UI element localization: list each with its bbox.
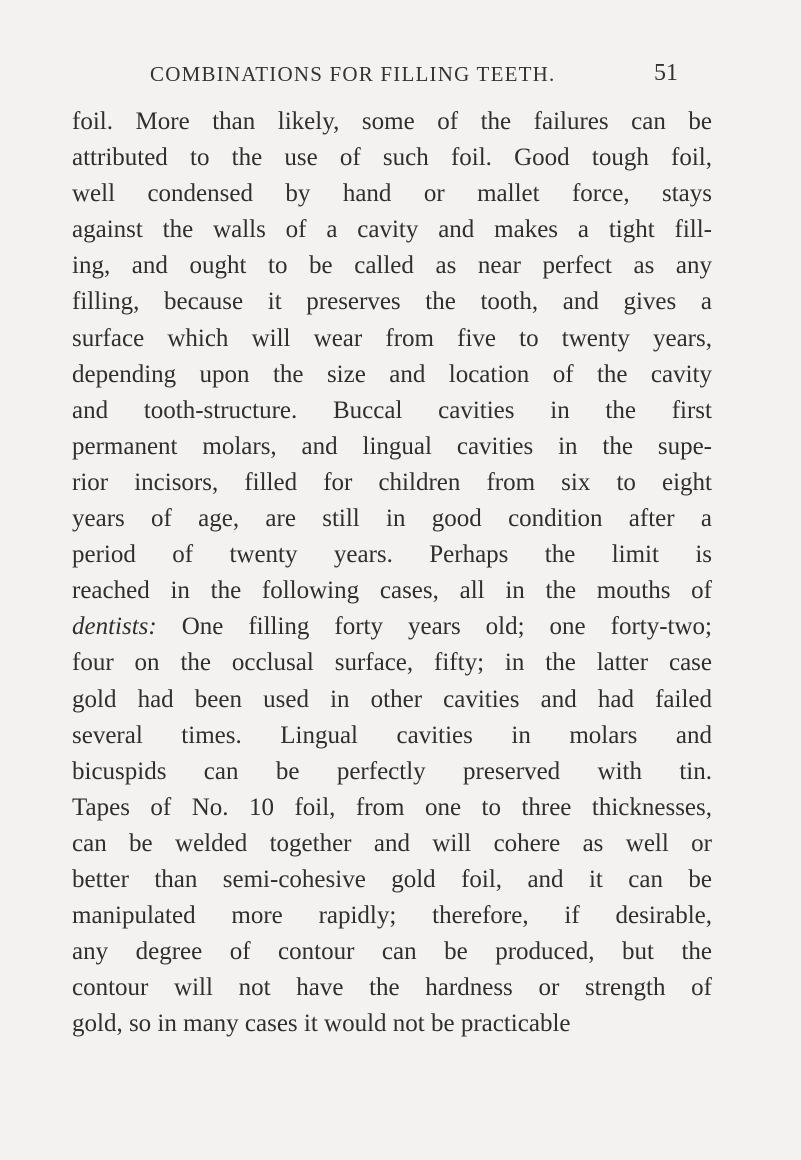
text-line: against the walls of a cavity and makes a tight fill- <box>72 216 712 244</box>
text-line: years of age, are still in good condition after a <box>72 505 712 533</box>
text-line-rest: One filling forty years old; one forty-two; <box>156 613 712 641</box>
text-line: can be welded together and will cohere as well or <box>72 829 712 857</box>
text-line: filling, because it preserves the tooth, and gives a <box>72 288 712 316</box>
text-line: manipulated more rapidly; therefore, if desirable, <box>72 902 712 930</box>
text-line: gold, so in many cases it would not be practicable <box>72 1010 571 1038</box>
text-line: attributed to the use of such foil. Good tough foil, <box>72 144 712 172</box>
text-line: several times. Lingual cavities in molars and <box>72 721 712 749</box>
italic-term: dentists: <box>72 613 157 641</box>
running-head: COMBINATIONS FOR FILLING TEETH. <box>150 62 556 86</box>
text-line: permanent molars, and lingual cavities in the supe- <box>72 432 712 460</box>
text-line: well condensed by hand or mallet force, stays <box>72 180 712 208</box>
text-line: period of twenty years. Perhaps the limit is <box>72 541 712 569</box>
text-line: contour will not have the hardness or strength of <box>72 974 712 1002</box>
text-line: four on the occlusal surface, fifty; in the latter case <box>72 649 712 677</box>
text-line: surface which will wear from five to twenty years, <box>72 324 712 352</box>
text-line: and tooth-structure. Buccal cavities in the first <box>72 396 712 424</box>
text-line: reached in the following cases, all in the mouths of <box>72 577 712 605</box>
text-line: rior incisors, filled for children from six to eight <box>72 468 712 496</box>
text-line: Tapes of No. 10 foil, from one to three thicknesses, <box>72 793 712 821</box>
page-number: 51 <box>654 60 678 86</box>
text-line: ing, and ought to be called as near perfect as any <box>72 252 712 280</box>
text-line: foil. More than likely, some of the failures can be <box>72 108 712 135</box>
body-text <box>72 104 712 1042</box>
text-line: depending upon the size and location of the cavity <box>72 360 712 388</box>
text-line: better than semi-cohesive gold foil, and it can be <box>72 865 712 893</box>
text-line: gold had been used in other cavities and had failed <box>72 685 712 713</box>
text-line: bicuspids can be perfectly preserved with tin. <box>72 757 712 785</box>
text-line: any degree of contour can be produced, but the <box>72 938 712 966</box>
text-line-dentists <box>72 609 712 645</box>
